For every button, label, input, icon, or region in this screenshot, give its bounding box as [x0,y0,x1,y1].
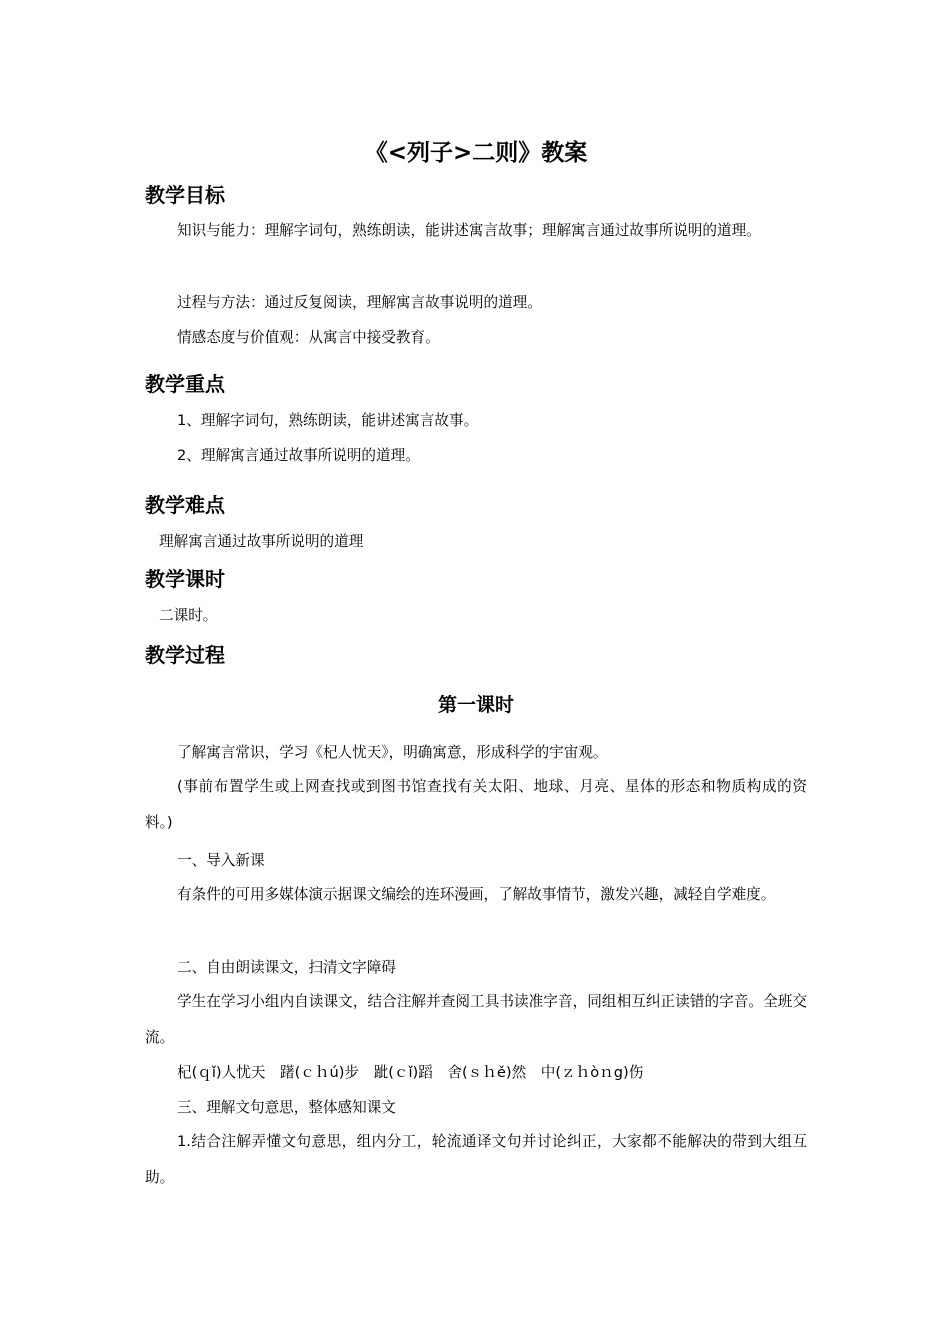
section-heading-process: 教学过程 [145,643,225,667]
lesson-title: 第一课时 [437,694,514,716]
section-heading-hours: 教学课时 [145,567,225,591]
section-heading-goals: 教学目标 [145,183,225,207]
document-title: 《<列子>二则》教案 [364,140,588,166]
key-points-paragraph: 1、理解字词句，熟练朗读，能讲述寓言故事。 [177,412,479,429]
goals-paragraph: 过程与方法：通过反复阅读，理解寓言故事说明的道理。 [177,294,542,311]
process-paragraph: 了解寓言常识，学习《杞人忧天》，明确寓意，形成科学的宇宙观。 [177,744,608,761]
process-step-heading: 二、自由朗读课文，扫清文字障碍 [177,959,396,976]
pronunciation-list: 杞(ｑǐ)人忧天 躇(ｃｈú)步 跐(ｃǐ)蹈 舍(ｓｈě)然 中(ｚｈòｎg)伤 [177,1064,644,1081]
process-paragraph: 1.结合注解弄懂文句意思，组内分工，轮流通译文句并讨论纠正，大家都不能解决的带到大组互助。 [145,1133,807,1186]
hours-text: 二课时。 [159,607,218,624]
difficulties-text: 理解寓言通过故事所说明的道理 [159,533,364,550]
goals-paragraph: 知识与能力：理解字词句，熟练朗读，能讲述寓言故事；理解寓言通过故事所说明的道理。 [177,222,761,239]
process-paragraph: 学生在学习小组内自读课文，结合注解并查阅工具书读准字音，同组相互纠正读错的字音。全班交流。 [145,993,807,1046]
section-heading-difficulties: 教学难点 [145,493,225,517]
process-paragraph: 有条件的可用多媒体演示据课文编绘的连环漫画，了解故事情节，激发兴趣，减轻自学难度。 [177,886,776,903]
document-page [145,0,807,1344]
process-paragraph: (事前布置学生或上网查找或到图书馆查找有关太阳、地球、月亮、星体的形态和物质构成的资料。) [145,778,807,831]
section-heading-key-points: 教学重点 [145,372,225,396]
goals-paragraph: 情感态度与价值观：从寓言中接受教育。 [177,329,440,346]
process-step-heading: 一、导入新课 [177,852,265,869]
process-step-heading: 三、理解文句意思，整体感知课文 [177,1099,396,1116]
key-points-paragraph: 2、理解寓言通过故事所说明的道理。 [177,447,420,464]
